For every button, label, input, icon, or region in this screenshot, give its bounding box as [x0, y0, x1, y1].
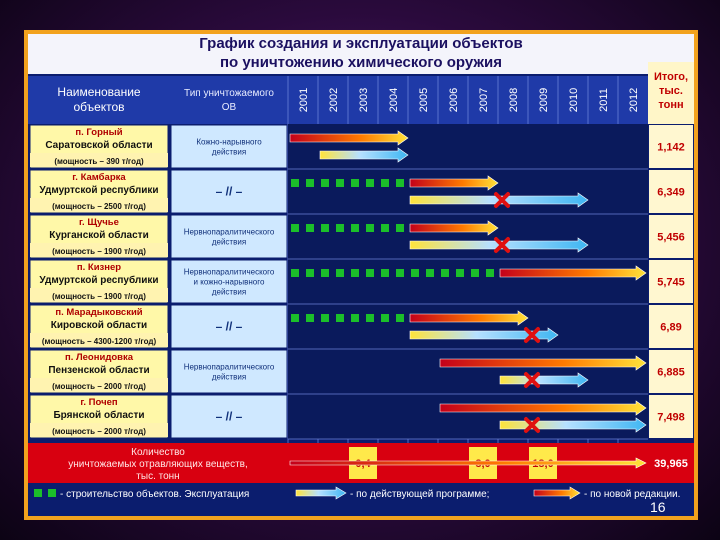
build-square	[351, 269, 359, 277]
build-square	[366, 314, 374, 322]
row-capacity: (мощность – 2000 т/год)	[52, 427, 146, 436]
build-square	[291, 224, 299, 232]
year-tick-label: 2008	[508, 87, 520, 113]
year-tick-label: 2011	[598, 88, 610, 112]
row-name-line1: п. Горный	[75, 127, 123, 138]
page-subtitle: по уничтожению химического оружия	[219, 54, 503, 71]
schedule-grid	[28, 34, 694, 516]
build-square	[321, 269, 329, 277]
row-type: действия	[211, 372, 247, 382]
row-name-line2: Удмуртской республики	[39, 275, 159, 286]
build-square	[291, 314, 299, 322]
legend-current-arrow	[296, 487, 346, 499]
legend-new-arrow	[534, 487, 580, 499]
chart-panel	[28, 34, 694, 516]
year-tick-label: 2006	[448, 87, 460, 113]
quantity-label: уничтожаемых отравляющих веществ,	[68, 459, 248, 470]
row-type: действия	[211, 237, 247, 247]
build-square	[366, 224, 374, 232]
row-capacity: (мощность – 390 т/год)	[54, 157, 144, 166]
row-capacity: (мощность – 4300-1200 т/год)	[41, 337, 157, 346]
build-square	[291, 269, 299, 277]
quantity-label: Количество	[131, 447, 185, 458]
build-square	[321, 179, 329, 187]
build-square	[351, 179, 359, 187]
page-title: График создания и эксплуатации объектов	[199, 35, 523, 52]
row-name-line2: Саратовской области	[45, 140, 153, 151]
page-number: 16	[650, 499, 666, 515]
build-square	[306, 269, 314, 277]
header-name: объектов	[73, 100, 125, 114]
build-square	[306, 314, 314, 322]
row-type: Нервнопаралитического	[183, 227, 275, 237]
build-square	[396, 269, 404, 277]
row-type: действия	[211, 287, 247, 297]
year-tick-label: 2005	[418, 87, 430, 113]
year-tick-label: 2009	[538, 87, 550, 113]
build-square	[396, 179, 404, 187]
row-capacity: (мощность – 2500 т/год)	[52, 202, 146, 211]
build-square	[351, 314, 359, 322]
row-type: Нервнопаралитического	[183, 362, 275, 372]
row-capacity: (мощность – 1900 т/год)	[52, 247, 146, 256]
row-total: 6,89	[660, 321, 682, 334]
row-total: 5,745	[657, 276, 685, 289]
row-name-line1: п. Кизнер	[76, 262, 122, 273]
row-name-line1: г. Почеп	[80, 397, 118, 408]
build-square	[456, 269, 464, 277]
row-name-line2: Удмуртской республики	[39, 185, 159, 196]
build-square	[336, 269, 344, 277]
legend-build-text: - строительство объектов. Эксплуатация	[60, 489, 250, 500]
row-type: – // –	[215, 184, 243, 199]
build-square	[471, 269, 479, 277]
build-square	[381, 179, 389, 187]
build-square	[351, 224, 359, 232]
row-capacity: (мощность – 1900 т/год)	[52, 292, 146, 301]
row-type-cell	[171, 215, 287, 258]
build-square	[336, 179, 344, 187]
row-type-cell	[171, 350, 287, 393]
year-tick-label: 2002	[328, 87, 340, 113]
row-name-line1: п. Марадыковский	[55, 307, 143, 318]
row-type: Кожно-нарывного	[196, 137, 262, 147]
build-square	[366, 269, 374, 277]
build-square	[336, 224, 344, 232]
build-square	[486, 269, 494, 277]
header-type: Тип уничтожаемого	[184, 88, 274, 99]
build-square	[366, 179, 374, 187]
row-name-line2: Кировской области	[50, 320, 148, 331]
legend-current-text: - по действующей программе;	[350, 489, 490, 500]
row-type: действия	[211, 147, 247, 157]
build-square	[336, 314, 344, 322]
header-total: тонн	[658, 99, 684, 111]
row-name-line2: Пензенской области	[48, 365, 150, 376]
build-square	[381, 224, 389, 232]
year-tick-label: 2003	[358, 87, 370, 113]
year-tick-label: 2007	[478, 87, 490, 113]
legend-build-square	[34, 489, 42, 497]
year-tick-label: 2004	[388, 87, 400, 113]
build-square	[306, 179, 314, 187]
build-square	[426, 269, 434, 277]
row-type: – // –	[215, 319, 243, 334]
row-type: – // –	[215, 409, 243, 424]
header-total: Итого,	[653, 71, 689, 83]
build-square	[381, 269, 389, 277]
row-type: и кожно-нарывного	[193, 277, 265, 287]
build-square	[441, 269, 449, 277]
header-name: Наименование	[57, 85, 141, 99]
row-name-line2: Брянской области	[53, 410, 145, 421]
build-square	[306, 224, 314, 232]
year-tick-label: 2010	[568, 87, 580, 113]
row-name-line1: г. Камбарка	[72, 172, 126, 183]
row-total: 5,456	[657, 231, 685, 244]
year-tick-label: 2001	[298, 87, 310, 113]
row-type-cell	[171, 125, 287, 168]
legend-new-text: - по новой редакции.	[584, 489, 681, 500]
quantity-label: тыс. тонн	[136, 471, 180, 482]
row-name-line1: п. Леонидовка	[64, 352, 134, 363]
build-square	[321, 224, 329, 232]
row-name-line1: г. Щучье	[79, 217, 119, 228]
build-square	[291, 179, 299, 187]
header-total: тыс.	[659, 85, 683, 97]
row-name-line2: Курганской области	[49, 230, 149, 241]
legend-build-square	[48, 489, 56, 497]
header-type: ОВ	[221, 102, 237, 113]
build-square	[396, 314, 404, 322]
build-square	[411, 269, 419, 277]
row-capacity: (мощность – 2000 т/год)	[52, 382, 146, 391]
build-square	[396, 224, 404, 232]
row-type: Нервнопаралитического	[183, 267, 275, 277]
row-total: 6,349	[657, 186, 685, 199]
row-total: 6,885	[657, 366, 685, 379]
year-tick-label: 2012	[628, 87, 640, 113]
row-total: 1,142	[657, 141, 685, 154]
build-square	[381, 314, 389, 322]
slide-frame	[24, 30, 698, 520]
quantity-total: 39,965	[654, 458, 688, 470]
row-total: 7,498	[657, 411, 685, 424]
build-square	[321, 314, 329, 322]
timeline-area	[288, 124, 648, 439]
